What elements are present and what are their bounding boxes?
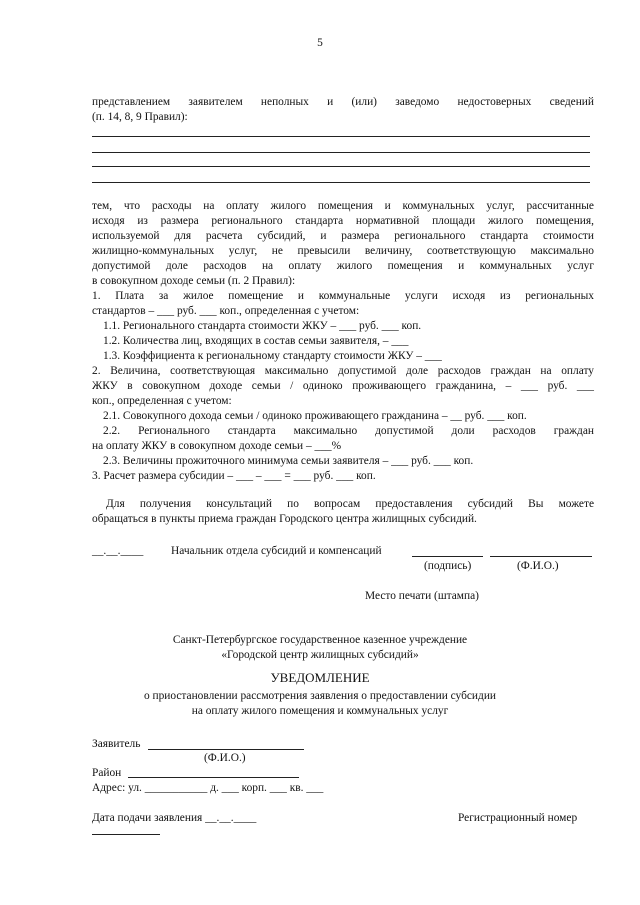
item-2-2-line-1: 2.2. Регионального стандарта максимально допустимой доли расходов граждан [103,425,594,437]
blank-line-4 [92,182,590,183]
signature-position: Начальник отдела субсидий и компенсаций [171,545,382,557]
consult-line-1: Для получения консультаций по вопросам предоставления субсидий Вы можете [106,498,594,510]
filing-date: Дата подачи заявления __.__.____ [92,812,257,824]
notice-subtitle-2: на оплату жилого помещения и коммунальных услуг [191,705,449,717]
intro-line-1: представлением заявителем неполных и (или) заведомо недостоверных сведений [92,96,594,108]
notice-subtitle-1: о приостановлении рассмотрения заявления о предоставлении субсидии [143,690,497,702]
item-2-3: 2.3. Величины прожиточного минимума семьи заявителя – ___ руб. ___ коп. [103,455,474,467]
registration-number-line [92,834,160,835]
blank-line-3 [92,166,590,167]
para-line-1: тем, что расходы на оплату жилого помещения и коммунальных услуг, рассчитанные [92,200,594,212]
item-2-line-2: ЖКУ в совокупном доходе семьи / одиноко проживающего гражданина, – ___ руб. ___ [92,380,594,392]
signature-date: __.__.____ [92,545,144,557]
district-line [128,777,299,778]
item-2-1: 2.1. Совокупного дохода семьи / одиноко проживающего гражданина – __ руб. ___ коп. [103,410,527,422]
district-label: Район [92,767,122,779]
para-line-5: допустимой доле расходов на оплату жилого помещения и коммунальных услуг [92,260,594,272]
signature-name-line [490,556,592,557]
item-1-3: 1.3. Коэффициента к региональному стандарту стоимости ЖКУ – ___ [103,350,442,362]
item-2-line-1: 2. Величина, соответствующая максимально допустимой доле расходов граждан на оплату [92,365,594,377]
institution-line-1: Санкт-Петербургское государственное казенное учреждение [172,634,468,646]
signature-line [412,556,483,557]
item-1-line-2: стандартов – ___ руб. ___ коп., определенная с учетом: [92,305,360,317]
item-2-line-3: коп., определенная с учетом: [92,395,232,407]
stamp-label: Место печати (штампа) [365,590,479,602]
para-line-4: жилищно-коммунальных услуг, не превысили величину, соответствующую максимально [92,245,594,257]
intro-line-2: (п. 14, 8, 9 Правил): [92,111,188,123]
item-1-1: 1.1. Регионального стандарта стоимости ЖКУ – ___ руб. ___ коп. [103,320,422,332]
page-number: 5 [317,37,323,49]
institution-line-2: «Городской центр жилищных субсидий» [221,649,419,661]
blank-line-1 [92,136,590,137]
para-line-2: исходя из размера регионального стандарта нормативной площади жилого помещения, [92,215,594,227]
signature-name-label: (Ф.И.О.) [517,560,559,572]
applicant-fio-label: (Ф.И.О.) [204,752,246,764]
applicant-name-line [148,749,304,750]
item-1-2: 1.2. Количества лиц, входящих в состав семьи заявителя, – ___ [103,335,409,347]
applicant-label: Заявитель [92,738,141,750]
registration-number-label: Регистрационный номер [458,812,578,824]
item-2-2-line-2: на оплату ЖКУ в совокупном доходе семьи – ___% [92,440,342,452]
notice-title: УВЕДОМЛЕНИЕ [270,670,370,685]
consult-line-2: обращаться в пункты приема граждан Городского центра жилищных субсидий. [92,513,477,525]
para-line-6: в совокупном доходе семьи (п. 2 Правил): [92,275,296,287]
blank-line-2 [92,152,590,153]
para-line-3: используемой для расчета субсидий, и размера регионального стандарта стоимости [92,230,594,242]
signature-sign-label: (подпись) [424,560,472,572]
address-line: Адрес: ул. ___________ д. ___ корп. ___ кв. ___ [92,782,324,794]
item-3: 3. Расчет размера субсидии – ___ – ___ = ___ руб. ___ коп. [92,470,376,482]
item-1-line-1: 1. Плата за жилое помещение и коммунальные услуги исходя из региональных [92,290,594,302]
